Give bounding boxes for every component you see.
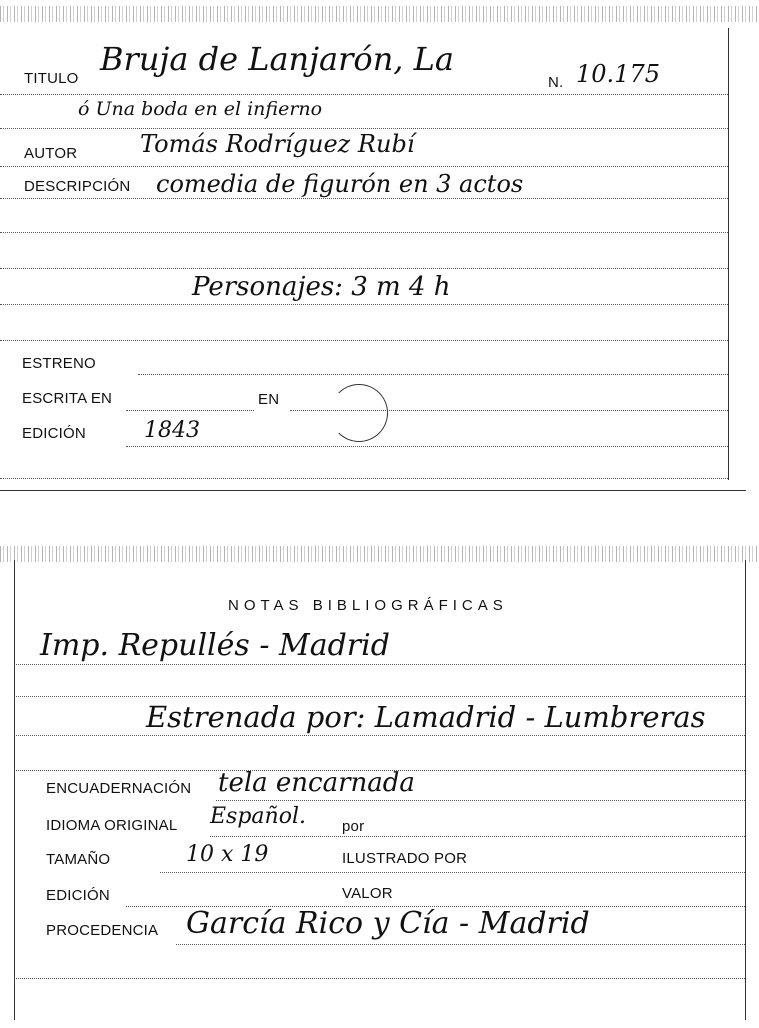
descripcion-value: comedia de figurón en 3 actos bbox=[156, 170, 524, 198]
en-label: EN bbox=[258, 391, 280, 408]
card-left-border bbox=[14, 560, 15, 1020]
encuadernacion-label: ENCUADERNACIÓN bbox=[46, 780, 192, 797]
ilustrado-por-label: ILUSTRADO POR bbox=[342, 850, 468, 867]
ruled-line bbox=[0, 232, 728, 233]
card-right-border bbox=[745, 560, 746, 1020]
tamano-label: TAMAÑO bbox=[46, 851, 111, 868]
ruled-line bbox=[176, 944, 745, 945]
ruled-line bbox=[14, 664, 745, 665]
ruled-line bbox=[0, 198, 728, 199]
autor-label: AUTOR bbox=[24, 145, 78, 162]
card-top-edge bbox=[0, 6, 759, 22]
ruled-line bbox=[216, 800, 745, 801]
procedencia-value: García Rico y Cía - Madrid bbox=[186, 906, 590, 941]
encuadernacion-value: tela encarnada bbox=[218, 768, 415, 798]
ruled-line bbox=[160, 872, 745, 873]
card-bottom-border bbox=[0, 490, 746, 491]
card-top-edge bbox=[0, 546, 759, 562]
idioma-label: IDIOMA ORIGINAL bbox=[46, 817, 178, 834]
notas-heading: NOTAS BIBLIOGRÁFICAS bbox=[228, 597, 508, 614]
ruled-line bbox=[14, 735, 745, 736]
catalog-card-bottom bbox=[0, 540, 759, 1028]
ruled-line bbox=[0, 304, 728, 305]
procedencia-label: PROCEDENCIA bbox=[46, 922, 159, 939]
stamp-mark bbox=[330, 384, 388, 442]
idioma-value: Español. bbox=[210, 804, 306, 829]
ruled-line bbox=[0, 94, 728, 95]
por-label: por bbox=[342, 818, 365, 835]
escrita-en-label: ESCRITA EN bbox=[22, 390, 113, 407]
descripcion-label: DESCRIPCIÓN bbox=[24, 178, 131, 195]
edicion-label: EDICIÓN bbox=[22, 425, 86, 442]
subtitulo-value: ó Una boda en el infierno bbox=[78, 98, 323, 120]
numero-value: 10.175 bbox=[576, 60, 660, 88]
ruled-line bbox=[14, 978, 745, 979]
estreno-label: ESTRENO bbox=[22, 355, 96, 372]
ruled-line bbox=[126, 446, 728, 447]
note-imprenta: Imp. Repullés - Madrid bbox=[40, 628, 390, 663]
numero-label: N. bbox=[548, 74, 564, 91]
ruled-line bbox=[14, 696, 745, 697]
ruled-line bbox=[126, 410, 254, 411]
autor-value: Tomás Rodríguez Rubí bbox=[140, 130, 415, 158]
ruled-line bbox=[138, 374, 728, 375]
titulo-label: TITULO bbox=[24, 70, 79, 87]
ruled-line bbox=[0, 166, 728, 167]
catalog-card-top bbox=[0, 0, 759, 495]
ruled-line bbox=[0, 128, 728, 129]
ruled-line bbox=[210, 836, 745, 837]
personajes-value: Personajes: 3 m 4 h bbox=[192, 272, 451, 302]
note-estreno: Estrenada por: Lamadrid - Lumbreras bbox=[146, 700, 706, 734]
ruled-line bbox=[0, 478, 728, 479]
card-right-border bbox=[728, 28, 729, 480]
edicion-bottom-label: EDICIÓN bbox=[46, 887, 110, 904]
edicion-value: 1843 bbox=[144, 418, 200, 443]
valor-label: VALOR bbox=[342, 885, 393, 902]
titulo-value: Bruja de Lanjarón, La bbox=[100, 40, 454, 78]
tamano-value: 10 x 19 bbox=[186, 842, 269, 867]
ruled-line bbox=[0, 268, 728, 269]
ruled-line bbox=[0, 340, 728, 341]
